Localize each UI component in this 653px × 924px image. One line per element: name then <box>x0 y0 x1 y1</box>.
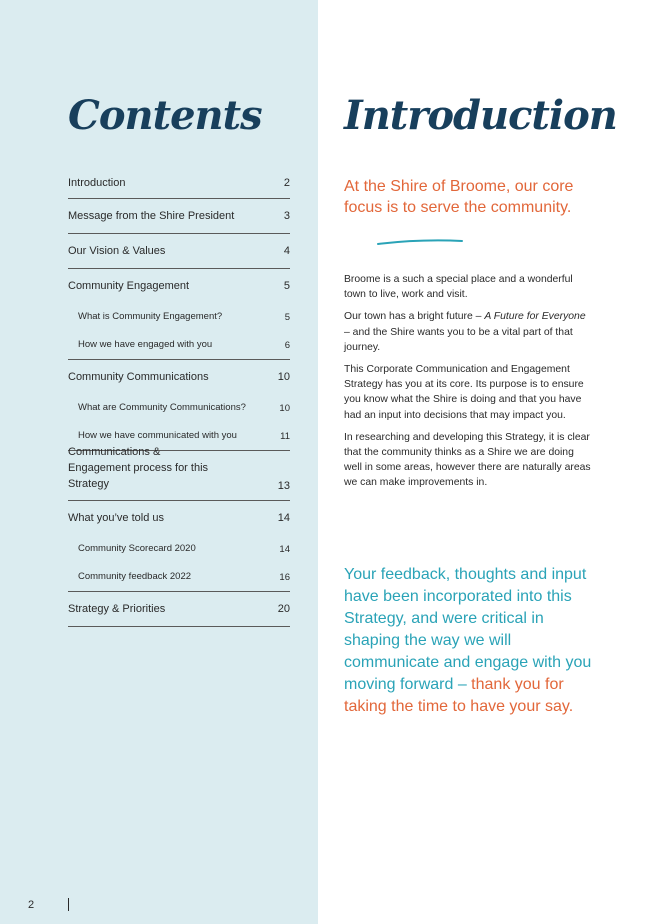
toc-label: Message from the Shire President <box>68 210 235 222</box>
toc-label: What is Community Engagement? <box>78 311 223 322</box>
toc-item-process[interactable] <box>68 446 290 501</box>
intro-paragraph-2 <box>344 309 594 355</box>
page-number: 2 <box>28 899 35 911</box>
intro-lead-text: At the Shire of Broome, our core focus is to serve the community. <box>344 178 574 216</box>
toc-page: 4 <box>283 245 290 257</box>
table-of-contents <box>68 168 290 627</box>
toc-page: 5 <box>283 280 290 292</box>
toc-item-community-engagement[interactable] <box>68 269 290 303</box>
toc-subitem-what-are-communications[interactable] <box>68 394 290 422</box>
toc-page: 14 <box>279 543 290 555</box>
toc-label: How we have communicated with you <box>78 430 237 441</box>
toc-item-strategy[interactable] <box>68 592 290 627</box>
toc-page: 13 <box>277 480 290 492</box>
toc-page: 16 <box>279 571 290 583</box>
intro-paragraph-1: Broome is a such a special place and a wonderful town to live, work and visit. <box>344 274 573 301</box>
toc-label: What are Community Communications? <box>78 402 246 413</box>
toc-label: Introduction <box>68 177 126 189</box>
toc-page: 2 <box>283 177 290 189</box>
toc-item-what-youve-told-us[interactable] <box>68 501 290 535</box>
introduction-title: Introduction <box>344 92 617 139</box>
toc-label: Community Engagement <box>68 280 190 292</box>
intro-paragraph-3: This Corporate Communication and Engagement Strategy has you at its core. Its purpose is to ensure you know what the Shire is doing and that you have had an input into decisions that may impact you. <box>344 364 584 421</box>
intro-lead <box>344 176 574 218</box>
toc-page: 20 <box>277 603 290 615</box>
toc-label: What you’ve told us <box>68 512 164 524</box>
toc-page: 3 <box>283 210 290 222</box>
toc-item-introduction[interactable] <box>68 168 290 199</box>
thank-you-text: thank you for taking the time to have your say. <box>344 676 574 715</box>
toc-item-community-communications[interactable] <box>68 360 290 394</box>
intro-paragraph-4: In researching and developing this Strategy, it is clear that the community thinks as a Shire we are doing well in some areas, however there are naturally areas we can make improvements in. <box>344 431 591 489</box>
toc-page: 14 <box>277 512 290 524</box>
toc-page: 10 <box>279 402 290 414</box>
intro-body <box>344 272 594 498</box>
toc-label: Community Scorecard 2020 <box>78 543 196 554</box>
toc-page: 10 <box>277 371 290 383</box>
toc-label: Community feedback 2022 <box>78 571 192 582</box>
intro-p2-italic: A Future for Everyone <box>484 311 586 323</box>
toc-label: Communications & Engagement process for this Strategy <box>68 446 209 490</box>
feedback-text: Your feedback, thoughts and input have been incorporated into this Strategy, and were critical in shaping the way we will communicate and engage with you moving forward – <box>344 566 592 693</box>
toc-page: 5 <box>284 311 290 323</box>
feedback-callout <box>344 564 594 718</box>
toc-label: How we have engaged with you <box>78 339 213 350</box>
toc-page: 11 <box>280 430 290 442</box>
toc-subitem-feedback-2022[interactable] <box>68 563 290 592</box>
intro-p2-start: Our town has a bright future – <box>344 311 485 323</box>
toc-label: Community Communications <box>68 371 209 383</box>
intro-p2-end: – and the Shire wants you to be a vital part of that journey. <box>344 326 573 353</box>
toc-subitem-how-engaged[interactable] <box>68 331 290 360</box>
toc-item-message[interactable] <box>68 199 290 234</box>
toc-item-vision[interactable] <box>68 234 290 269</box>
underline-stroke <box>376 238 464 246</box>
toc-page: 6 <box>284 339 290 351</box>
toc-subitem-what-is-engagement[interactable] <box>68 303 290 331</box>
contents-title: Contents <box>68 92 262 139</box>
footer-divider <box>68 898 69 911</box>
toc-label: Strategy & Priorities <box>68 603 166 615</box>
toc-label: Our Vision & Values <box>68 245 166 257</box>
toc-subitem-scorecard[interactable] <box>68 535 290 563</box>
